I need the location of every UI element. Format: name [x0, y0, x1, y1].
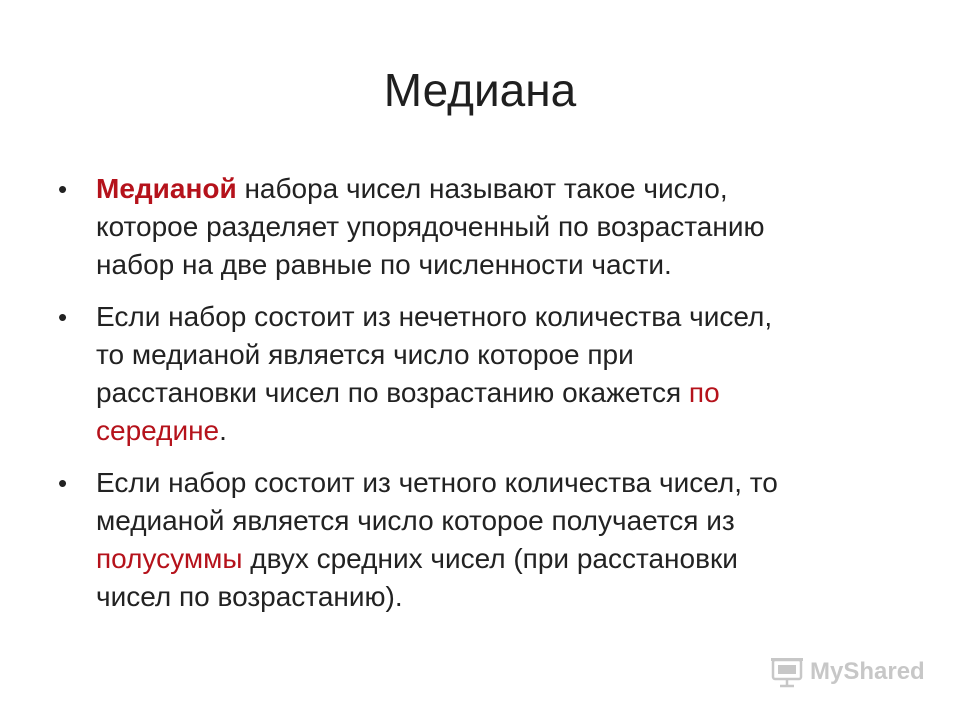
text-highlight: по: [688, 377, 720, 408]
bullet-icon: •: [58, 174, 68, 204]
watermark-logo: [770, 655, 925, 689]
text-line: [96, 540, 916, 578]
text-line: [96, 208, 916, 246]
bullet-icon: •: [58, 468, 68, 498]
text-highlight: середине: [96, 415, 220, 446]
text-run: Если набор состоит из четного количества чисел, то: [96, 467, 778, 498]
text-run: которое разделяет упорядоченный по возрастанию: [96, 211, 765, 242]
text-line: [96, 578, 916, 616]
text-run: медианой является число которое получается из: [96, 505, 735, 536]
bullet-item-definition: [56, 170, 916, 284]
bullet-item-odd-count: [56, 298, 916, 450]
text-line: [96, 246, 916, 284]
bullet-list: [56, 170, 916, 630]
text-run: .: [219, 415, 227, 446]
text-run: то медианой является число которое при: [96, 339, 634, 370]
text-run: набор на две равные по численности части.: [96, 249, 672, 280]
text-line: [96, 170, 916, 208]
text-run: чисел по возрастанию).: [96, 581, 403, 612]
text-line: [96, 412, 916, 450]
text-run: набора чисел называют такое число,: [236, 173, 728, 204]
text-run: расстановки чисел по возрастанию окажется: [96, 377, 689, 408]
text-highlight: полусуммы: [96, 543, 243, 574]
text-run: двух средних чисел (при расстановки: [242, 543, 738, 574]
presentation-board-icon: [770, 655, 804, 689]
watermark-text: MyShared: [810, 658, 925, 685]
bullet-icon: •: [58, 302, 68, 332]
text-run: Если набор состоит из нечетного количества чисел,: [96, 301, 773, 332]
text-line: [96, 502, 916, 540]
slide-title: Медиана: [383, 64, 577, 116]
text-line: [96, 336, 916, 374]
bullet-item-even-count: [56, 464, 916, 616]
text-line: [96, 374, 916, 412]
text-line: [96, 464, 916, 502]
text-line: [96, 298, 916, 336]
term-highlight: Медианой: [96, 173, 237, 204]
